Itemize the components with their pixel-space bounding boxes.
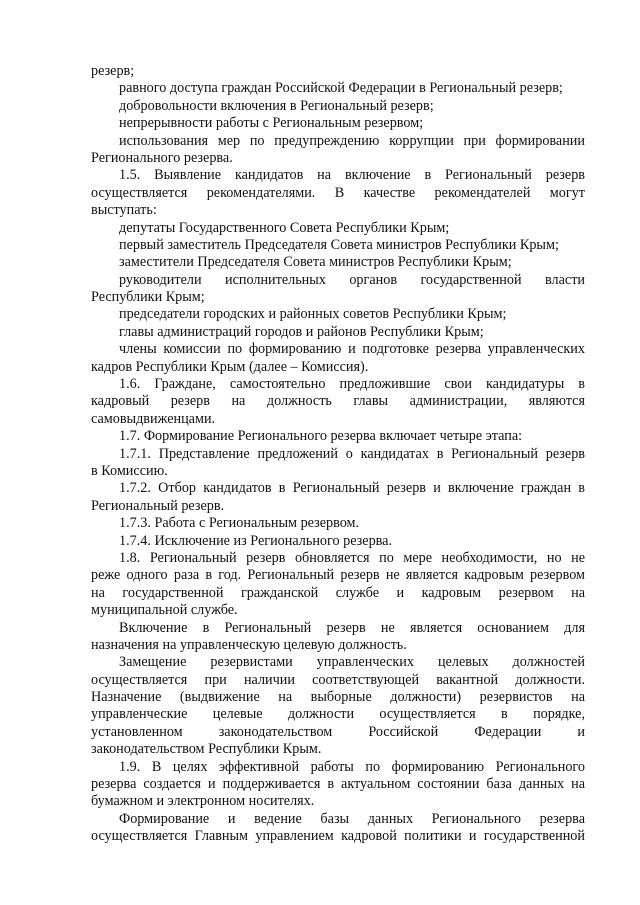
text-line: осуществляется при наличии соответствующей вакантной должности. <box>91 671 585 688</box>
text-line: 1.7.4. Исключение из Регионального резерва. <box>119 532 393 549</box>
text-line: Региональный резерв. <box>91 497 225 514</box>
text-line: 1.9. В целях эффективной работы по формированию Регионального <box>119 758 585 775</box>
text-line: 1.7.2. Отбор кандидатов в Региональный резерв и включение граждан в <box>119 480 585 497</box>
text-line: Назначение (выдвижение на выборные должности) резервистов на <box>91 689 585 706</box>
text-line: 1.8. Региональный резерв обновляется по мере необходимости, но не <box>119 549 585 566</box>
text-line: управленческие целевые должности осуществляется в порядке, <box>91 706 585 723</box>
text-line: Замещение резервистами управленческих целевых должностей <box>119 654 585 671</box>
text-line: Регионального резерва. <box>91 149 233 166</box>
text-line: на государственной гражданской службе и кадровым резервом на <box>91 584 585 601</box>
text-line: главы администраций городов и районов Республики Крым; <box>119 323 484 340</box>
text-line: заместители Председателя Совета министров Республики Крым; <box>119 254 512 271</box>
text-line: выступать: <box>91 202 157 219</box>
text-line: Включение в Региональный резерв не является основанием для <box>119 619 585 636</box>
text-line: установленном законодательством Российской Федерации и <box>91 723 585 740</box>
text-line: резерв; <box>91 63 135 79</box>
text-line: добровольности включения в Региональный резерв; <box>119 97 434 114</box>
text-line: назначения на управленческую целевую должность. <box>91 636 407 653</box>
text-line: в Комиссию. <box>91 462 168 479</box>
text-line: законодательством Республики Крым. <box>91 741 322 758</box>
text-line: 1.7.3. Работа с Региональным резервом. <box>119 515 360 532</box>
text-line: 1.7.1. Представление предложений о кандидатах в Региональный резерв <box>119 445 585 462</box>
text-line: Республики Крым; <box>91 289 205 306</box>
text-line: непрерывности работы с Региональным резервом; <box>119 115 424 132</box>
text-line: самовыдвиженцами. <box>91 410 216 427</box>
text-line: первый заместитель Председателя Совета министров Республики Крым; <box>119 236 559 253</box>
text-line: резерва создается и поддерживается в актуальном состоянии база данных на <box>91 776 585 793</box>
text-line: 1.5. Выявление кандидатов на включение в Региональный резерв <box>119 167 585 184</box>
text-line: осуществляется рекомендателями. В качестве рекомендателей могут <box>91 184 585 201</box>
text-line: муниципальной службе. <box>91 602 238 619</box>
text-line: 1.6. Граждане, самостоятельно предложившие свои кандидатуры в <box>119 376 585 393</box>
text-line: кадров Республики Крым (далее – Комиссия). <box>91 358 369 375</box>
text-line: бумажном и электронном носителях. <box>91 793 315 810</box>
text-line: депутаты Государственного Совета Республики Крым; <box>119 219 450 236</box>
text-line: равного доступа граждан Российской Федерации в Региональный резерв; <box>119 80 563 97</box>
text-line: 1.7. Формирование Регионального резерва включает четыре этапа: <box>119 428 523 445</box>
text-line: использования мер по предупреждению коррупции при формировании <box>119 132 585 149</box>
text-line: руководители исполнительных органов государственной власти <box>119 271 585 288</box>
text-line: Формирование и ведение базы данных Регионального резерва <box>119 810 585 827</box>
text-line: реже одного раза в год. Региональный резерв не является кадровым резервом <box>91 567 585 584</box>
text-line: кадровый резерв на должность главы администрации, являются <box>91 393 585 410</box>
text-line: члены комиссии по формированию и подготовке резерва управленческих <box>119 341 585 358</box>
document-page <box>91 63 585 846</box>
text-line: председатели городских и районных советов Республики Крым; <box>119 306 507 323</box>
text-line: осуществляется Главным управлением кадровой политики и государственной <box>91 828 585 845</box>
